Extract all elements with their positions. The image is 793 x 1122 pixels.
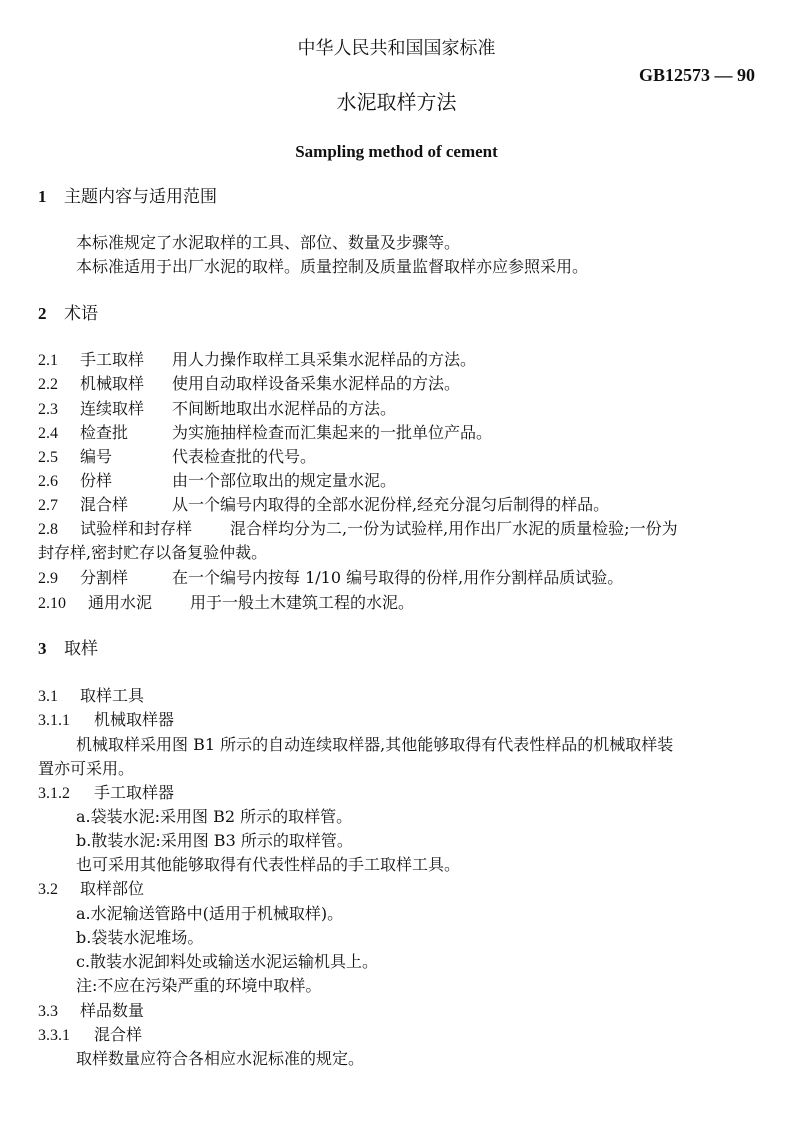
list-item: b.袋装水泥堆场。 bbox=[76, 928, 204, 947]
list-item: a.水泥输送管路中(适用于机械取样)。 bbox=[76, 904, 344, 923]
term-definition: 为实施抽样检查而汇集起来的一批单位产品。 bbox=[172, 423, 493, 442]
paragraph-line: 机械取样采用图 B1 所示的自动连续取样器,其他能够取得有代表性样品的机械取样装 bbox=[76, 735, 674, 754]
term-row bbox=[38, 518, 678, 541]
section-title: 术语 bbox=[64, 304, 98, 324]
section-2-heading bbox=[38, 303, 98, 325]
document-title: 水泥取样方法 bbox=[336, 90, 457, 114]
term-definition: 混合样均分为二,一份为试验样,用作出厂水泥的质量检验;一份为 bbox=[230, 519, 678, 538]
term-row bbox=[38, 446, 316, 469]
term-continuation: 封存样,密封贮存以备复验仲裁。 bbox=[38, 543, 268, 562]
list-item: c.散装水泥卸料处或输送水泥运输机具上。 bbox=[76, 952, 379, 971]
term-row bbox=[38, 373, 460, 396]
term-row bbox=[38, 494, 609, 517]
term-definition: 使用自动取样设备采集水泥样品的方法。 bbox=[172, 374, 461, 393]
subsection-title: 取样工具 bbox=[80, 686, 145, 705]
section-1-paragraph-2: 本标准适用于出厂水泥的取样。质量控制及质量监督取样亦应参照采用。 bbox=[76, 257, 589, 276]
subsection-number: 3.2 bbox=[38, 881, 58, 898]
section-number: 3 bbox=[38, 639, 47, 658]
term-definition: 用于一般土木建筑工程的水泥。 bbox=[190, 593, 415, 612]
term-definition: 用人力操作取样工具采集水泥样品的方法。 bbox=[172, 350, 477, 369]
term-number: 2.5 bbox=[38, 449, 58, 466]
term-number: 2.4 bbox=[38, 425, 58, 442]
national-standard-heading: 中华人民共和国国家标准 bbox=[297, 38, 496, 59]
subsection-3-1-1 bbox=[38, 709, 174, 732]
section-number: 1 bbox=[38, 187, 47, 206]
section-1-paragraph-1: 本标准规定了水泥取样的工具、部位、数量及步骤等。 bbox=[76, 233, 461, 252]
term-row bbox=[38, 567, 623, 590]
section-3-heading bbox=[38, 638, 98, 660]
term-definition: 代表检查批的代号。 bbox=[172, 447, 317, 466]
term-number: 2.6 bbox=[38, 473, 58, 490]
term-row bbox=[38, 398, 396, 421]
section-title: 取样 bbox=[64, 639, 98, 659]
paragraph-line: 置亦可采用。 bbox=[38, 759, 135, 778]
term-row bbox=[38, 349, 476, 372]
term-row bbox=[38, 470, 396, 493]
subsection-title: 机械取样器 bbox=[94, 710, 175, 729]
section-title: 主题内容与适用范围 bbox=[64, 187, 217, 207]
term-definition: 由一个部位取出的规定量水泥。 bbox=[172, 471, 397, 490]
subsection-3-1 bbox=[38, 685, 144, 708]
term-row bbox=[38, 422, 492, 445]
subsection-title: 样品数量 bbox=[80, 1001, 145, 1020]
term-number: 2.1 bbox=[38, 352, 58, 369]
subsection-number: 3.3.1 bbox=[38, 1027, 70, 1044]
paragraph-line: 也可采用其他能够取得有代表性样品的手工取样工具。 bbox=[76, 855, 461, 874]
subsection-title: 手工取样器 bbox=[94, 783, 175, 802]
term-label: 分割样 bbox=[80, 568, 129, 587]
list-item: a.袋装水泥:采用图 B2 所示的取样管。 bbox=[76, 807, 353, 826]
term-definition: 在一个编号内按每 1/10 编号取得的份样,用作分割样品质试验。 bbox=[172, 568, 624, 587]
list-item: b.散装水泥:采用图 B3 所示的取样管。 bbox=[76, 831, 353, 850]
subsection-3-3-1 bbox=[38, 1024, 142, 1047]
subsection-number: 3.1 bbox=[38, 688, 58, 705]
subsection-title: 取样部位 bbox=[80, 879, 145, 898]
paragraph-line: 取样数量应符合各相应水泥标准的规定。 bbox=[76, 1049, 365, 1068]
term-label: 份样 bbox=[80, 471, 113, 490]
term-label: 通用水泥 bbox=[88, 593, 153, 612]
standard-code: GB12573 — 90 bbox=[638, 65, 755, 85]
term-label: 机械取样 bbox=[80, 374, 145, 393]
term-number: 2.10 bbox=[38, 595, 66, 612]
subsection-3-2 bbox=[38, 878, 144, 901]
term-number: 2.2 bbox=[38, 376, 58, 393]
term-label: 连续取样 bbox=[80, 399, 145, 418]
term-number: 2.9 bbox=[38, 570, 58, 587]
subsection-3-3 bbox=[38, 1000, 144, 1023]
subsection-number: 3.1.2 bbox=[38, 785, 70, 802]
subsection-title: 混合样 bbox=[94, 1025, 143, 1044]
english-title: Sampling method of cement bbox=[295, 142, 498, 161]
subsection-3-1-2 bbox=[38, 782, 174, 805]
term-label: 混合样 bbox=[80, 495, 129, 514]
term-definition: 从一个编号内取得的全部水泥份样,经充分混匀后制得的样品。 bbox=[172, 495, 610, 514]
term-number: 2.3 bbox=[38, 401, 58, 418]
subsection-number: 3.1.1 bbox=[38, 712, 70, 729]
term-label: 试验样和封存样 bbox=[80, 519, 193, 538]
term-label: 手工取样 bbox=[80, 350, 145, 369]
term-label: 编号 bbox=[80, 447, 113, 466]
section-number: 2 bbox=[38, 304, 47, 323]
section-1-heading bbox=[38, 186, 217, 208]
note: 注:不应在污染严重的环境中取样。 bbox=[76, 976, 322, 995]
term-number: 2.8 bbox=[38, 521, 58, 538]
subsection-number: 3.3 bbox=[38, 1003, 58, 1020]
term-label: 检查批 bbox=[80, 423, 129, 442]
term-definition: 不间断地取出水泥样品的方法。 bbox=[172, 399, 397, 418]
term-number: 2.7 bbox=[38, 497, 58, 514]
term-row bbox=[38, 592, 414, 615]
